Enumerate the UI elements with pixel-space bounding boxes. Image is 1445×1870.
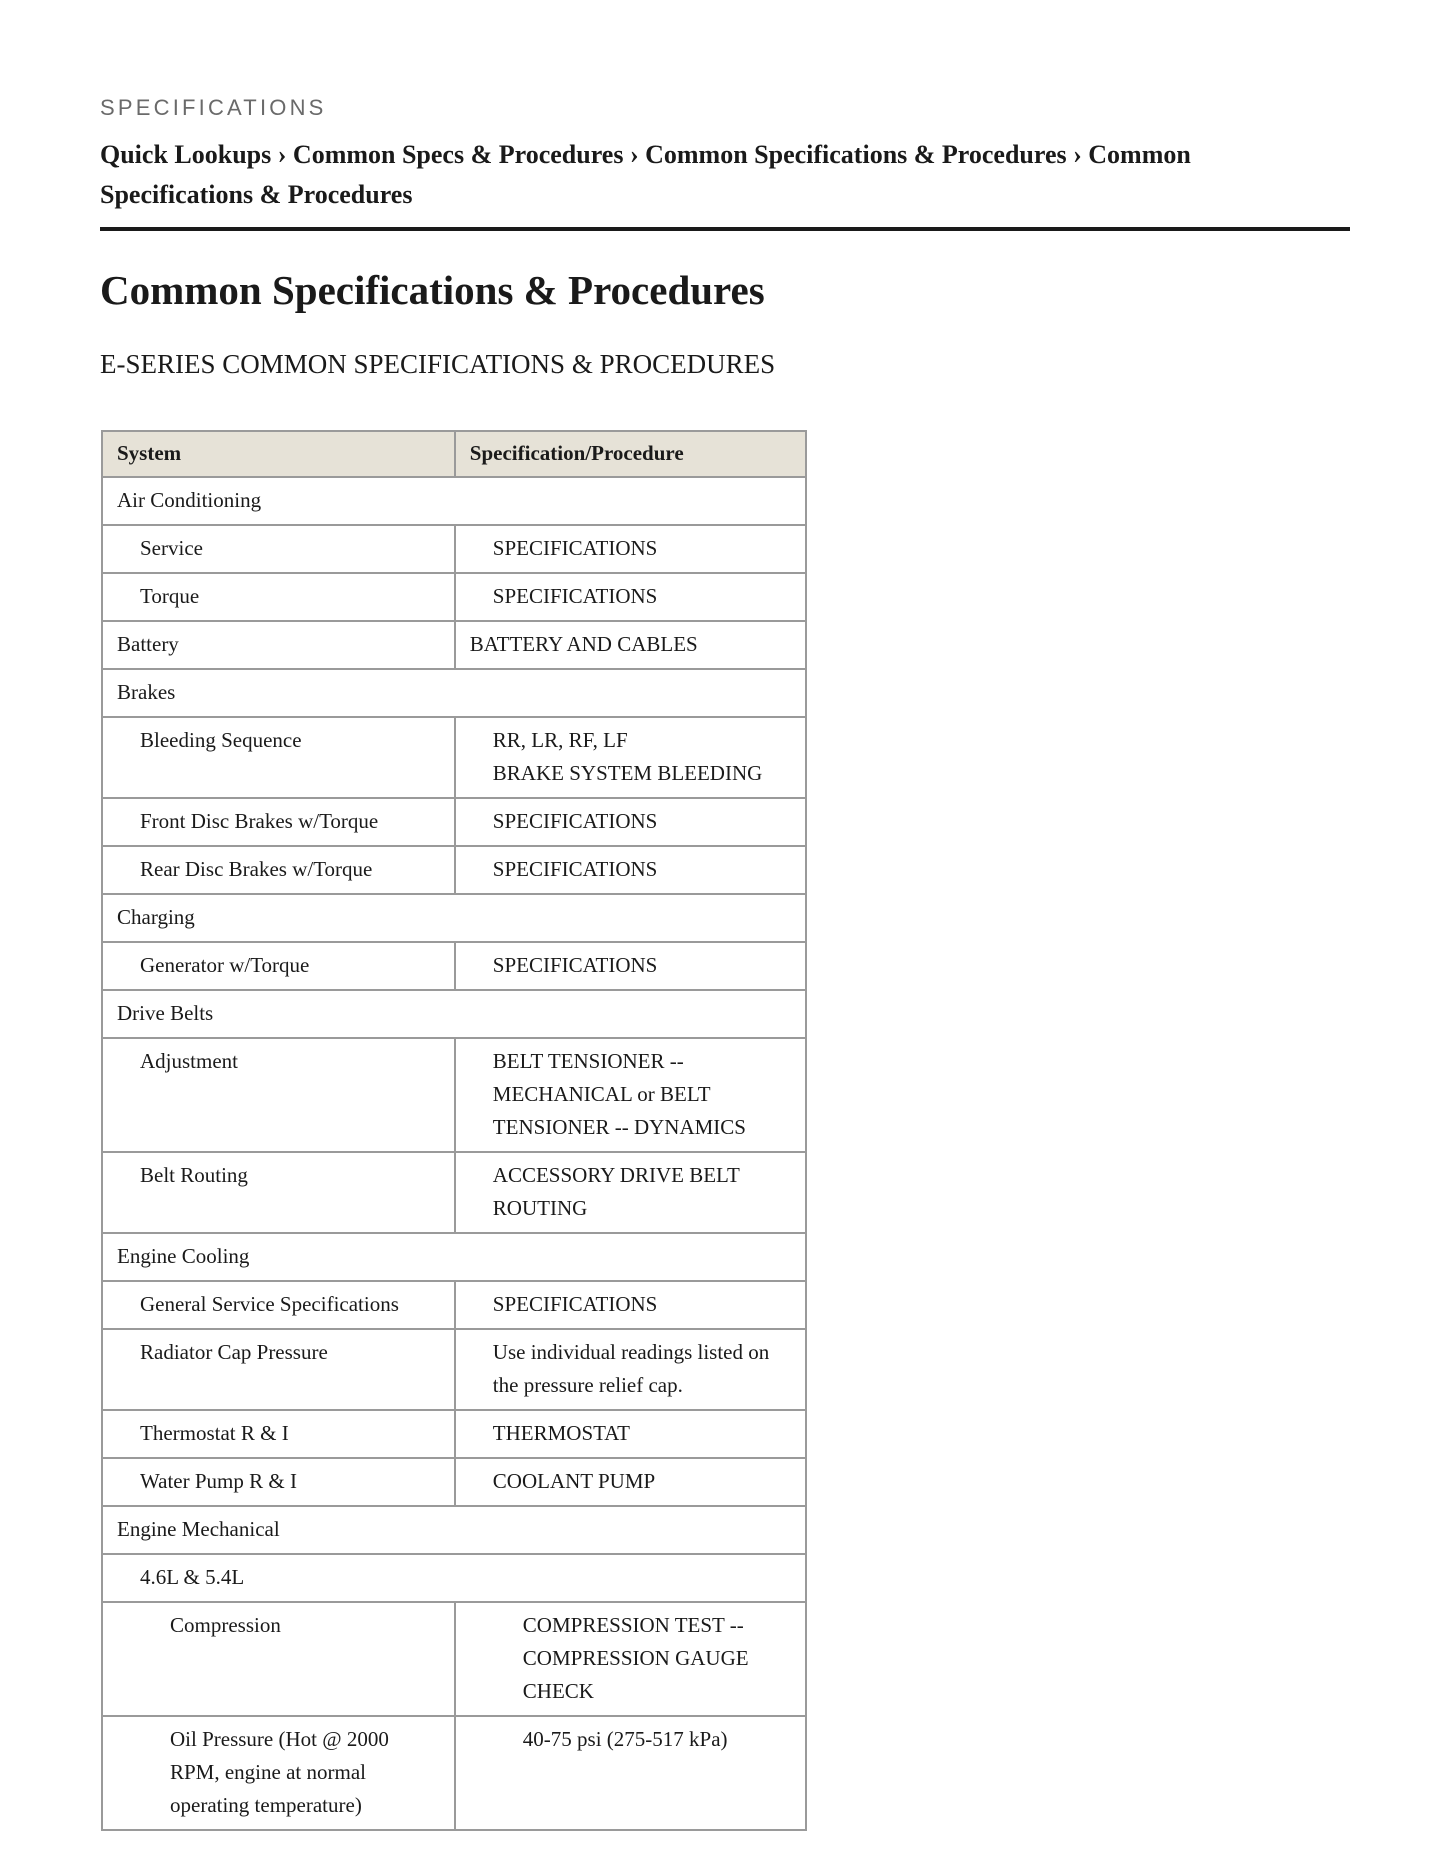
specification-text: Use individual readings listed on the pressure relief cap. bbox=[492, 1340, 770, 1397]
specification-text: ACCESSORY DRIVE BELT ROUTING bbox=[492, 1163, 740, 1220]
table-row bbox=[102, 942, 806, 990]
column-header-system: System bbox=[102, 431, 455, 477]
breadcrumb-item-quick-lookups[interactable]: Quick Lookups bbox=[100, 140, 272, 169]
specification-text: COOLANT PUMP bbox=[492, 1469, 656, 1493]
breadcrumb-separator: › bbox=[1073, 140, 1082, 169]
specification-cell bbox=[455, 1152, 806, 1233]
system-cell: Front Disc Brakes w/Torque bbox=[102, 798, 455, 846]
specification-cell bbox=[455, 1602, 806, 1716]
table-row bbox=[102, 1410, 806, 1458]
table-header-row bbox=[102, 431, 806, 477]
table-group-row bbox=[102, 990, 806, 1038]
specification-cell bbox=[455, 1329, 806, 1410]
specification-cell bbox=[455, 798, 806, 846]
table-group-row bbox=[102, 894, 806, 942]
group-label: Brakes bbox=[102, 669, 806, 717]
section-label: SPECIFICATIONS bbox=[100, 95, 327, 120]
system-cell: Radiator Cap Pressure bbox=[102, 1329, 455, 1410]
table-body bbox=[102, 477, 806, 1830]
specification-text: SPECIFICATIONS bbox=[492, 953, 658, 977]
specification-text: SPECIFICATIONS bbox=[492, 809, 658, 833]
specification-cell bbox=[455, 1716, 806, 1830]
table-row bbox=[102, 1329, 806, 1410]
specification-text: SPECIFICATIONS bbox=[492, 584, 658, 608]
table-row bbox=[102, 846, 806, 894]
specification-cell bbox=[455, 846, 806, 894]
column-header-specification: Specification/Procedure bbox=[455, 431, 806, 477]
system-cell: Oil Pressure (Hot @ 2000 RPM, engine at normal operating temperature) bbox=[102, 1716, 455, 1830]
specification-text: BATTERY AND CABLES bbox=[469, 632, 698, 656]
table-row bbox=[102, 573, 806, 621]
specification-text: SPECIFICATIONS bbox=[492, 1292, 658, 1316]
system-cell: Torque bbox=[102, 573, 455, 621]
specification-text: RR, LR, RF, LF bbox=[492, 728, 628, 752]
breadcrumb-item-common-specifications[interactable]: Common Specifications & Procedures bbox=[645, 140, 1067, 169]
system-cell: Rear Disc Brakes w/Torque bbox=[102, 846, 455, 894]
specifications-table bbox=[101, 430, 807, 1831]
specification-cell bbox=[455, 1281, 806, 1329]
group-label: Engine Cooling bbox=[102, 1233, 806, 1281]
table-row bbox=[102, 1152, 806, 1233]
specification-cell bbox=[455, 1458, 806, 1506]
specification-cell bbox=[455, 525, 806, 573]
system-cell: Generator w/Torque bbox=[102, 942, 455, 990]
table-row bbox=[102, 1716, 806, 1830]
table-row bbox=[102, 798, 806, 846]
table-row bbox=[102, 717, 806, 798]
group-label: Air Conditioning bbox=[102, 477, 806, 525]
header-divider bbox=[100, 227, 1350, 231]
table-row bbox=[102, 525, 806, 573]
system-cell: Compression bbox=[102, 1602, 455, 1716]
specification-text: THERMOSTAT bbox=[492, 1421, 630, 1445]
breadcrumb-separator: › bbox=[277, 140, 287, 169]
table-row bbox=[102, 1602, 806, 1716]
specification-cell bbox=[455, 621, 806, 669]
system-cell: Battery bbox=[102, 621, 455, 669]
system-cell: Belt Routing bbox=[102, 1152, 455, 1233]
specification-text: COMPRESSION TEST -- COMPRESSION GAUGE CHECK bbox=[522, 1613, 749, 1703]
breadcrumb bbox=[100, 135, 1350, 215]
table-group-row bbox=[102, 1554, 806, 1602]
system-cell: Water Pump R & I bbox=[102, 1458, 455, 1506]
specification-cell bbox=[455, 1038, 806, 1152]
table-row bbox=[102, 1458, 806, 1506]
specification-text: 40-75 psi (275-517 kPa) bbox=[522, 1727, 728, 1751]
page-subtitle: E-SERIES COMMON SPECIFICATIONS & PROCEDURES bbox=[100, 349, 776, 379]
group-label: 4.6L & 5.4L bbox=[102, 1554, 806, 1602]
table-group-row bbox=[102, 669, 806, 717]
group-label: Drive Belts bbox=[102, 990, 806, 1038]
table-row bbox=[102, 621, 806, 669]
specification-text: BRAKE SYSTEM BLEEDING bbox=[492, 761, 763, 785]
specification-text: BELT TENSIONER -- MECHANICAL or BELT TENSIONER -- DYNAMICS bbox=[492, 1049, 746, 1139]
group-label: Charging bbox=[102, 894, 806, 942]
specification-cell bbox=[455, 1410, 806, 1458]
system-cell: Thermostat R & I bbox=[102, 1410, 455, 1458]
specification-cell bbox=[455, 573, 806, 621]
specification-cell bbox=[455, 717, 806, 798]
specification-text: SPECIFICATIONS bbox=[492, 536, 658, 560]
table-row bbox=[102, 1281, 806, 1329]
system-cell: Service bbox=[102, 525, 455, 573]
system-cell: Bleeding Sequence bbox=[102, 717, 455, 798]
group-label: Engine Mechanical bbox=[102, 1506, 806, 1554]
specification-cell bbox=[455, 942, 806, 990]
breadcrumb-item-current: Common Specifications & Procedures bbox=[100, 140, 1191, 209]
page-title: Common Specifications & Procedures bbox=[100, 267, 765, 313]
table-group-row bbox=[102, 1506, 806, 1554]
table-group-row bbox=[102, 1233, 806, 1281]
specification-text: SPECIFICATIONS bbox=[492, 857, 658, 881]
system-cell: General Service Specifications bbox=[102, 1281, 455, 1329]
table-row bbox=[102, 1038, 806, 1152]
system-cell: Adjustment bbox=[102, 1038, 455, 1152]
table-group-row bbox=[102, 477, 806, 525]
breadcrumb-item-common-specs[interactable]: Common Specs & Procedures bbox=[292, 140, 624, 169]
breadcrumb-separator: › bbox=[629, 140, 639, 169]
